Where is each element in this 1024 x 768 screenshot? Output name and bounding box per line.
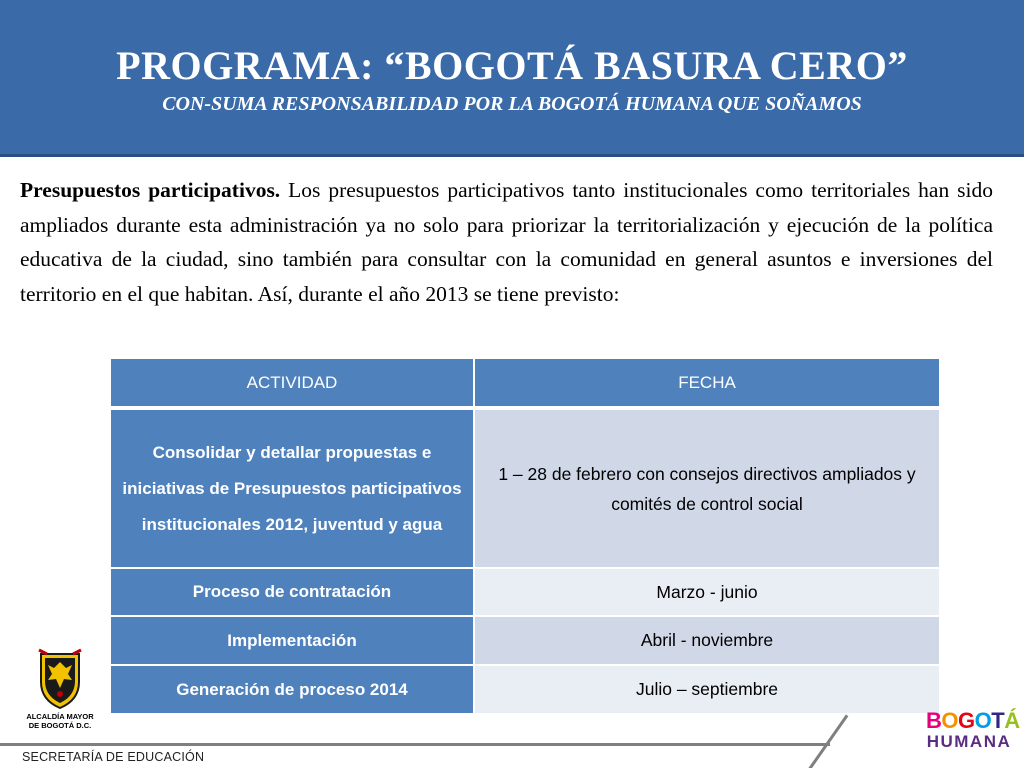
column-header-date: FECHA — [474, 358, 940, 408]
brand-line2: HUMANA — [926, 732, 1012, 751]
brand-letter: O — [941, 708, 959, 733]
table-row — [110, 665, 940, 714]
table-header-row — [110, 358, 940, 408]
column-header-activity: ACTIVIDAD — [110, 358, 474, 408]
slide-subtitle: CON-SUMA RESPONSABILIDAD POR LA BOGOTÁ HUMANA QUE SOÑAMOS — [162, 93, 862, 115]
table-row — [110, 408, 940, 568]
table-row — [110, 568, 940, 616]
activity-cell: Generación de proceso 2014 — [110, 665, 474, 714]
bogota-crest-logo — [18, 648, 102, 738]
footer-divider-slash — [800, 714, 848, 768]
brand-letter: O — [974, 708, 992, 733]
brand-letter: B — [926, 708, 942, 733]
brand-letter: T — [991, 708, 1005, 733]
brand-letter: G — [958, 708, 975, 733]
activity-cell: Proceso de contratación — [110, 568, 474, 616]
date-cell: Julio – septiembre — [474, 665, 940, 714]
date-cell: 1 – 28 de febrero con consejos directivos ampliados y comités de control social — [474, 408, 940, 568]
date-cell: Abril - noviembre — [474, 616, 940, 665]
activity-cell: Implementación — [110, 616, 474, 665]
crest-text-line2: DE BOGOTÁ D.C. — [28, 721, 92, 730]
intro-body: Los presupuestos participativos tanto institucionales como territoriales han sido ampliados durante esta administración ya no solo para priorizar la territorialización y ejecución de la política educativa de la ciudad, sino también para consultar con la comunidad en general asuntos e inversiones del territorio en el que habitan. Así, durante el año 2013 se tiene previsto: — [20, 178, 993, 306]
date-cell: Marzo - junio — [474, 568, 940, 616]
intro-paragraph — [20, 173, 993, 311]
activity-schedule-table — [109, 357, 941, 715]
footer-secretaria: SECRETARÍA DE EDUCACIÓN — [22, 750, 205, 764]
footer-divider — [0, 743, 830, 746]
slide-title: PROGRAMA: “BOGOTÁ BASURA CERO” — [116, 43, 908, 88]
table-row — [110, 616, 940, 665]
activity-cell: Consolidar y detallar propuestas e iniciativas de Presupuestos participativos institucionales 2012, juventud y agua — [110, 408, 474, 568]
bogota-humana-logo — [926, 708, 1020, 756]
slide-header — [0, 0, 1024, 157]
brand-letter: Á — [1004, 708, 1020, 733]
coat-of-arms-icon — [37, 648, 83, 710]
intro-lead: Presupuestos participativos. — [20, 178, 281, 202]
crest-text-line1: ALCALDÍA MAYOR — [26, 712, 94, 721]
